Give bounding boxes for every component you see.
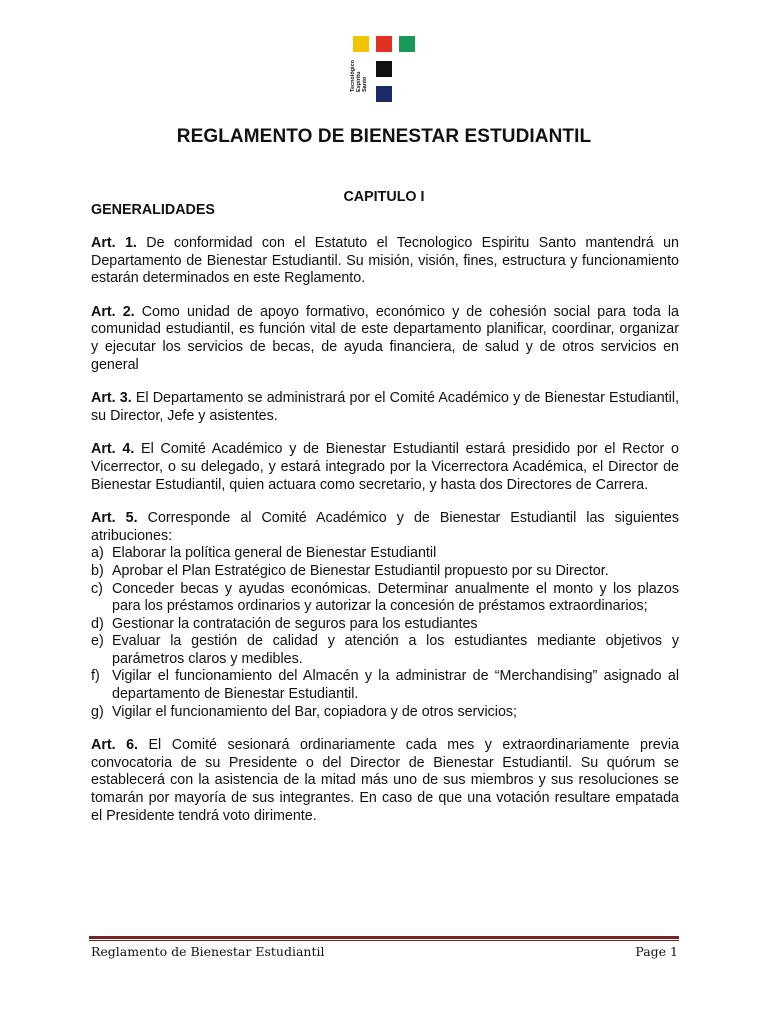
list-item (91, 545, 679, 563)
article-text: El Comité Académico y de Bienestar Estudiantil estará presidido por el Rector o Vicerrector, o su delegado, y estará integrado por la Vicerrectora Académica, el Director de Bienestar Estudiantil, quien actuara como secretario, y hasta dos Directores de Carrera. (91, 441, 679, 493)
list-item-text: Vigilar el funcionamiento del Bar, copiadora y de otros servicios; (112, 703, 518, 720)
list-item-text: Aprobar el Plan Estratégico de Bienestar Estudiantil propuesto por su Director. (112, 562, 609, 579)
article-label: Art. 4. (91, 441, 135, 458)
logo-text-line-1: Tecnológico (350, 60, 356, 92)
article-2 (91, 304, 679, 374)
article-5 (91, 510, 679, 545)
article-label: Art. 3. (91, 390, 132, 407)
list-item-text: Elaborar la política general de Bienestar Estudiantil (112, 545, 437, 562)
logo-red-square (376, 36, 392, 52)
list-item (91, 616, 679, 634)
logo-green-square (399, 36, 415, 52)
list-item-text: Evaluar la gestión de calidad y atención a los estudiantes mediante objetivos y parámetros claros y medibles. (112, 633, 679, 667)
chapter-heading: CAPITULO I (343, 189, 425, 205)
list-marker: e) (91, 633, 104, 650)
list-item (91, 704, 679, 722)
list-marker: a) (91, 545, 104, 562)
list-marker: c) (91, 580, 103, 597)
list-marker: g) (91, 703, 104, 720)
section-heading: GENERALIDADES (91, 202, 215, 218)
article-3 (91, 390, 679, 425)
article-1 (91, 235, 679, 288)
logo-navy-square (376, 86, 392, 102)
list-item (91, 633, 679, 668)
article-6 (91, 737, 679, 825)
logo-black-square (376, 61, 392, 77)
document-body (91, 235, 679, 825)
logo-text (350, 60, 368, 92)
article-label: Art. 5. (91, 510, 138, 527)
list-item-text: Vigilar el funcionamiento del Almacén y la administrar de “Merchandising” asignado al departamento de Bienestar Estudiantil. (112, 668, 679, 703)
list-marker: d) (91, 615, 104, 632)
list-item (91, 668, 679, 703)
list-item-text: Conceder becas y ayudas económicas. Determinar anualmente el monto y los plazos para los préstamos ordinarios y autorizar la concesión de préstamos extraordinarios; (112, 580, 679, 615)
article-text: Como unidad de apoyo formativo, económico y de cohesión social para toda la comunidad estudiantil, es función vital de este departamento planificar, coordinar, organizar y ejecutar los servicios de becas, de ayuda financiera, de salud y de otros servicios en general (91, 303, 679, 373)
logo-text-line-2: Espíritu (356, 71, 362, 92)
logo-text-line-3: Santo (362, 76, 368, 92)
institution-logo (348, 34, 420, 104)
article-text: Corresponde al Comité Académico y de Bienestar Estudiantil las siguientes atribuciones: (91, 510, 679, 544)
footer-divider (89, 936, 679, 941)
article-label: Art. 6. (91, 737, 139, 754)
article-5-list (91, 545, 679, 721)
list-item-text: Gestionar la contratación de seguros para los estudiantes (112, 615, 478, 632)
list-marker: f) (91, 668, 100, 685)
logo-yellow-square (353, 36, 369, 52)
article-text: El Departamento se administrará por el Comité Académico y de Bienestar Estudiantil, su Director, Jefe y asistentes. (91, 390, 679, 424)
article-text: El Comité sesionará ordinariamente cada mes y extraordinariamente previa convocatoria de su Presidente o del Director de Bienestar Estudiantil. Su quórum se establecerá con la asistencia de la mitad más uno de sus miembros y sus resoluciones se tomarán por mayoría de sus integrantes. En caso de que una votación resultare empatada el Presidente tendrá voto dirimente. (91, 737, 679, 824)
document-title: REGLAMENTO DE BIENESTAR ESTUDIANTIL (176, 126, 592, 147)
list-item (91, 563, 679, 581)
article-label: Art. 1. (91, 235, 137, 251)
footer-document-name: Reglamento de Bienestar Estudiantil (91, 944, 325, 959)
footer-page-number: Page 1 (635, 944, 678, 959)
list-marker: b) (91, 562, 104, 579)
article-4 (91, 441, 679, 494)
article-text: De conformidad con el Estatuto el Tecnologico Espiritu Santo mantendrá un Departamento de Bienestar Estudiantil. Su misión, visión, fines, estructura y funcionamiento estarán determinados en este Reglamento. (91, 235, 679, 287)
article-label: Art. 2. (91, 303, 135, 320)
list-item (91, 581, 679, 616)
